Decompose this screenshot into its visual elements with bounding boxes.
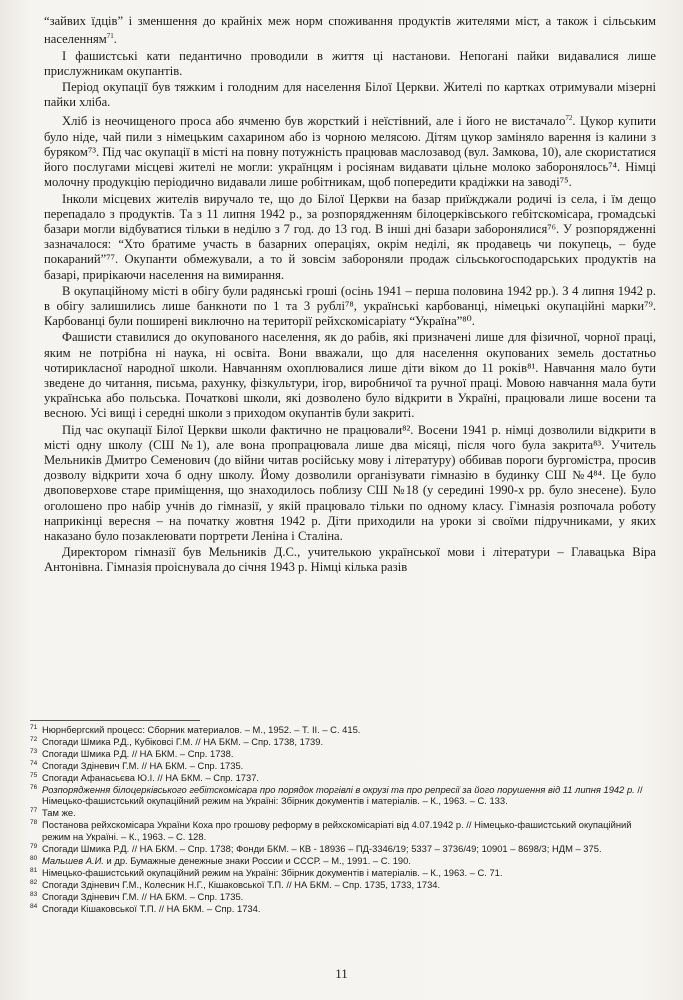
paragraph: І фашистські кати педантично проводили в життя ці настанови. Непогані пайки видавалися лише прислужникам окупантів. (44, 48, 656, 78)
footnote-number: 76 (30, 783, 38, 791)
footnote: 72 Спогади Шмика Р.Д., Кубіковсі Г.М. // НА БКМ. – Спр. 1738, 1739. (30, 735, 324, 747)
footnote: 73 Спогади Шмика Р.Д. // НА БКМ. – Спр. 1738. (30, 747, 234, 759)
page-number: 11 (335, 966, 348, 981)
footnote-number: 75 (30, 771, 38, 779)
footnote-number: 77 (30, 807, 38, 815)
paragraph: Директором гімназії був Мельників Д.С., учителькою української мови і літератури – Главацька Віра Антонівна. Гімназія проіснувала до січня 1943 р. Німці кілька разів (44, 545, 656, 575)
footnote: 82 Спогади Здіневич Г.М., Колесник Н.Г., Кішаковської Т.П. // НА БКМ. – Спр. 1735, 1733, 1734. (30, 878, 441, 890)
footnote-divider (30, 720, 200, 721)
footnote: 84 Спогади Кішаковської Т.П. // НА БКМ. – Спр. 1734. (30, 902, 261, 914)
footnote: 80 Мальшев А.И. и др. Бумажные денежные знаки России и СССР. – М., 1991. – С. 190. (30, 854, 411, 866)
footnote-number: 83 (30, 890, 38, 898)
footnote-number: 79 (30, 843, 38, 851)
footnote-number: 78 (30, 819, 38, 827)
footnote: 71 Нюрнбергский процесс: Сборник материалов. – М., 1952. – Т. ІІ. – С. 415. (30, 724, 361, 735)
footnote-number: 84 (30, 902, 38, 910)
footnote-number: 82 (30, 878, 38, 886)
paragraph: Фашисти ставилися до окупованого населення, як до рабів, які призначені лише для фізичної, чорної праці, яким не потрібна ні наука, ні освіта. Вони вважали, що для населення окупованих земель достатньо чотирикласної народної школи. Навчанням охоплювалися лише діти віком до 11 років⁸¹. Навчання мало бути зведене до читання, письма, рахунку, фізкультури, ігор, виробничої та ручної праці. Мовою навчання мала бути українська або польська. Початкові школи, які дозволено було відкрити в Україні, працювали лише восени та весною. Усі вищі і середні школи з приходом окупантів були закриті. (44, 330, 656, 421)
footnote-number: 72 (30, 735, 38, 743)
footnote: 79 Спогади Шмика Р.Д. // НА БКМ. – Спр. 1738; Фонди БКМ. – КВ - 18936 – ПД-3346/19; 5337 – 3736/49; 10901 – 8698/3; НДМ – 375. (30, 843, 602, 855)
footnote: 76 Розпорядження білоцерківського гебітскомісара про порядок торгівлі в окрузі та про репресії за його порушення від 11 липня 1942 р. // Німецько-фашистський окупаційний режим на Україні: Збірник документів і матеріалів. – К., 1963. – С. 133. (30, 783, 643, 807)
footnote: 74 Спогади Здіневич Г.М. // НА БКМ. – Спр. 1735. (30, 759, 244, 771)
footnote: 77 Там же. (30, 807, 76, 819)
paragraph: Хліб із неочищеного проса або ячменю був жорсткий і неїстівний, але і його не вистачало$^{72}$. Цукор купити було ніде, чай пили з німецьким сахарином або із чорною мелясою. Дітям цукор заміняло варення із калини з буряком⁷³. Під час окупації в місті на повну потужність працював маслозавод (вул. Замкова, 10), але скористатися його послугами місцеві жителі не могли: українцям і росіянам видавати цільне молоко заборонялось⁷⁴. Німці молочну продукцію періодично видавали лише робітникам, щоб попередити крадіжки на заводі⁷⁵. (44, 114, 656, 190)
footnote-number: 81 (30, 866, 38, 874)
paragraph: “зайвих їдців” і зменшення до крайніх меж норм споживання продуктів жителями міст, а також і сільським населенням$^{71}$. (44, 14, 656, 47)
footnote: 75 Спогади Афанасьєва Ю.І. // НА БКМ. – Спр. 1737. (30, 771, 260, 783)
footnote-number: 74 (30, 759, 38, 767)
footnote-number: 73 (30, 747, 38, 755)
footnote: 83 Спогади Здіневич Г.М. // НА БКМ. – Спр. 1735. (30, 890, 244, 902)
paragraph: Інколи місцевих жителів виручало те, що до Білої Церкви на базар приїжджали родичі із села, і їм дещо перепадало з продуктів. Та з 11 липня 1942 р., за розпорядженням білоцерківського гебітскомісара, громадські базари могли відбуватися тільки в неділю з 7 год. до 13 год. В інші дні базари заборонялися⁷⁶. У розпорядженні зазначалося: “Хто братиме участь в базарних операціях, окрім неділі, як продавець чи покупець, – буде покараний”⁷⁷. Окупанти обмежували, а то й зовсім забороняли продаж сільськогосподарських продуктів на базарі, прирікаючи населення на вимирання. (44, 191, 656, 282)
footnote: 78 Постанова рейхскомісара України Коха про грошову реформу в рейхскомісаріаті від 4.07.1942 р. // Німецько-фашистський окупаційний режим на Україні. – К., 1963. – С. 128. (30, 819, 632, 843)
paragraph: Під час окупації Білої Церкви школи фактично не працювали⁸². Восени 1941 р. німці дозволили відкрити в місті одну школу (СШ №1), але вона пропрацювала лише два місяці, після чого була закрита⁸³. Учитель Мельників Дмитро Семенович (до війни читав російську мову і літературу) оббивав пороги бургомістра, просив дозволу відкрити хоча б одну школу. Йому дозволили організувати гімназію в будинку СШ №4⁸⁴. Це було двоповерхове старе приміщення, що знаходилось поблизу СШ №18 (у середині 1990-х рр. було знесене). Було оголошено про набір учнів до гімназії, у якій працювало тільки по одному класу. Гімназія розпочала роботу наприкінці вересня – на початку жовтня 1942 р. Діти приходили на уроки зі своїми підручниками, у яких наказано було позаклеювати портрети Леніна і Сталіна. (44, 422, 656, 544)
footnotes (30, 724, 656, 915)
footnote-number: 80 (30, 854, 38, 862)
footnote: 81 Німецько-фашистський окупаційний режим на Україні: Збірник документів і матеріалів. – К., 1963. – С. 71. (30, 866, 503, 878)
paragraph: Період окупації був тяжким і голодним для населення Білої Церкви. Жителі по картках отримували мізерні пайки хліба. (44, 80, 656, 110)
paragraph: В окупаційному місті в обігу були радянські гроші (осінь 1941 – перша половина 1942 рр.). З 4 липня 1942 р. в обігу залишились лише банкноти по 1 та 3 рублі⁷⁸, українські карбованці, німецькі окупаційні марки⁷⁹. Карбованці були поширені виключно на території рейхскомісаріату “Україна”⁸⁰. (44, 283, 656, 329)
footnote-number: 71 (30, 724, 38, 731)
body-text (44, 14, 656, 577)
